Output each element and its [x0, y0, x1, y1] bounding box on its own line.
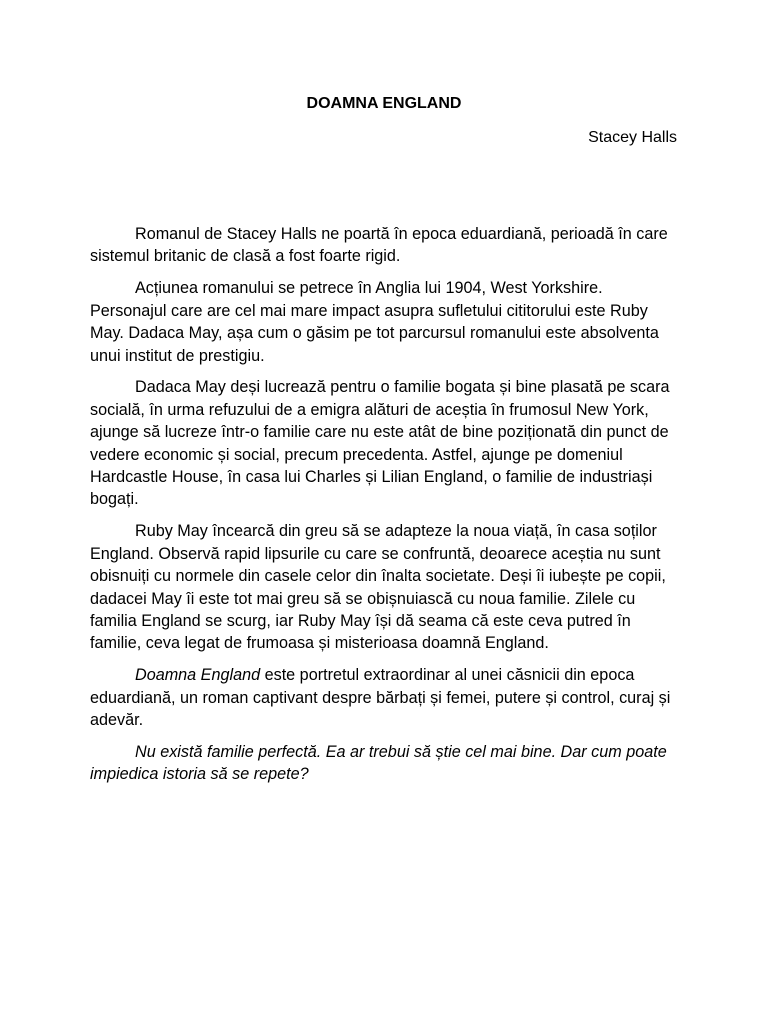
document-body — [90, 223, 682, 795]
paragraph-intro: Romanul de Stacey Halls ne poartă în epoca eduardiană, perioadă în care sistemul britanic de clasă a fost foarte rigid. — [90, 225, 668, 266]
document-title: DOAMNA ENGLAND — [306, 95, 462, 112]
paragraph-plot: Dadaca May deși lucrează pentru o familie bogata și bine plasată pe scara socială, în urma refuzului de a emigra alături de aceștia în frumosul New York, ajunge să lucreze într-o familie care nu este atât de bine poziționată din punct de vedere economic și social, precum precedenta. Astfel, ajunge pe domeniul Hardcastle House, în casa lui Charles și Lilian England, o familie de industriași bogați. — [90, 378, 670, 509]
paragraph-summary — [90, 664, 682, 731]
paragraph-setting: Acțiunea romanului se petrece în Anglia lui 1904, West Yorkshire. Personajul care are cel mai mare impact asupra sufletului cititorului este Ruby May. Dadaca May, așa cum o găsim pe tot parcursul romanului este absolventa unui institut de prestigiu. — [90, 279, 659, 365]
paragraph-closing-quote: Nu există familie perfectă. Ea ar trebui să știe cel mai bine. Dar cum poate impiedica istoria să se repete? — [90, 743, 667, 784]
summary-book-title: Doamna England — [135, 666, 261, 685]
summary-text: este portretul extraordinar al unei căsnicii din epoca eduardiană, un roman captivant despre bărbați și femei, putere și control, curaj și adevăr. — [90, 666, 671, 730]
paragraph-adaptation: Ruby May încearcă din greu să se adapteze la noua viață, în casa soților England. Observă rapid lipsurile cu care se confruntă, deoarece aceștia nu sunt obisnuiți cu normele din casele celor din înalta societate. Deși îi iubește pe copii, dadacei May îi este tot mai greu să se obișnuiască cu noua familie. Zilele cu familia England se scurg, iar Ruby May își dă seama că este ceva putred în familie, ceva legat de frumoasa și misterioasa doamnă England. — [90, 522, 666, 653]
document-author: Stacey Halls — [588, 129, 677, 146]
